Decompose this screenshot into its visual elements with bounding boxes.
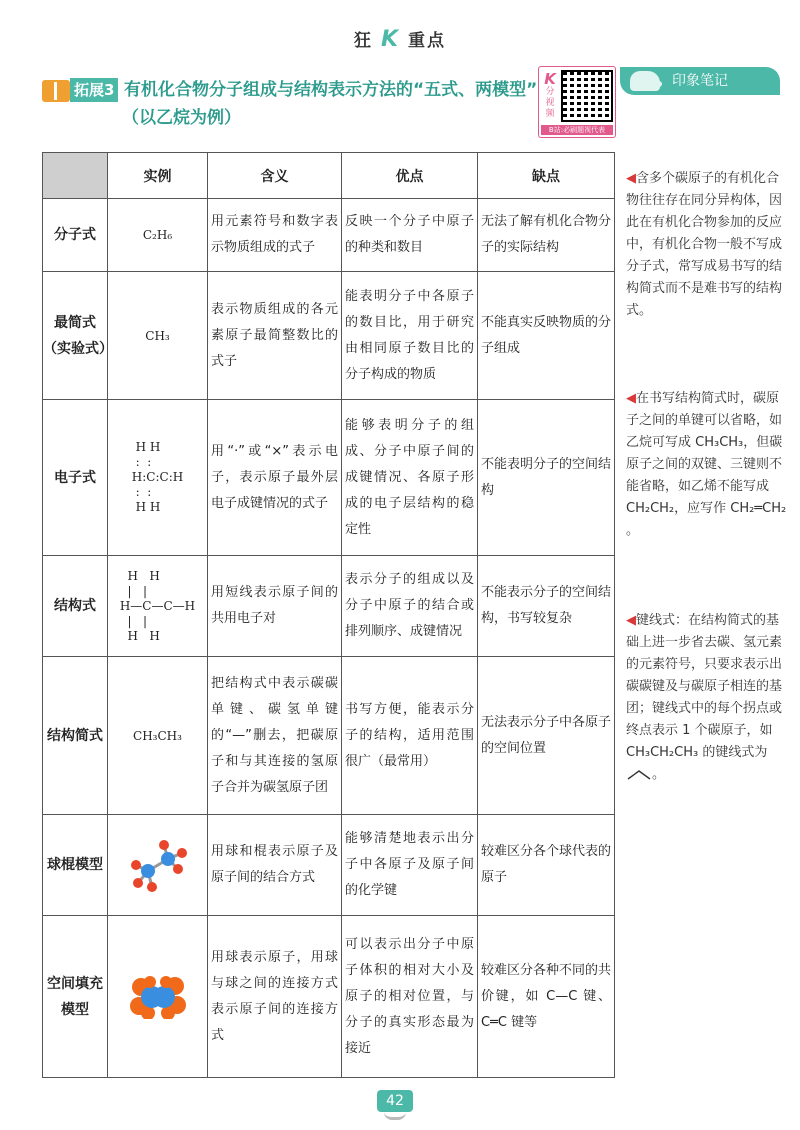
qr-code-icon[interactable] — [561, 70, 613, 122]
elephant-icon — [630, 71, 660, 91]
row-pros: 能够表明分子的组成、分子中原子间的成键情况、各原子形成的电子层结构的稳定性 — [342, 400, 478, 556]
row-meaning: 用元素符号和数字表示物质组成的式子 — [208, 199, 342, 272]
table-header-cons: 缺点 — [478, 153, 615, 199]
electron-formula: H H : : H:C:C:H : : H H — [131, 440, 184, 514]
row-meaning: 把结构式中表示碳碳单键、碳氢单键的“—”删去，把碳原子和与其连接的氢原子合并为碳氢原子团 — [208, 657, 342, 815]
page-header — [0, 26, 800, 52]
section-title: 有机化合物分子组成与结构表示方法的“五式、两模型” — [124, 80, 538, 100]
table-header-pros: 优点 — [342, 153, 478, 199]
k-video-chars: 分视频 — [545, 87, 555, 119]
page-ornament-icon — [384, 1112, 406, 1120]
notes-tab — [620, 67, 780, 95]
k-video-mark — [542, 71, 558, 120]
row-cons: 较难区分各个球代表的原子 — [478, 815, 615, 916]
arrow-icon: ◀ — [626, 391, 636, 406]
row-pros: 可以表示出分子中原子体积的相对大小及原子的相对位置，与分子的真实形态最为接近 — [342, 916, 478, 1078]
row-example-cell — [108, 400, 208, 556]
row-meaning: 用“·”或“×”表示电子，表示原子最外层电子成键情况的式子 — [208, 400, 342, 556]
row-pros: 能够清楚地表示出分子中各原子及原子间的化学键 — [342, 815, 478, 916]
row-cons: 不能表示分子的空间结构，书写较复杂 — [478, 556, 615, 657]
page-number: 42 — [377, 1090, 413, 1112]
k-video-box[interactable] — [538, 66, 616, 138]
ball-and-stick-model-icon — [126, 837, 190, 893]
row-example: CH₃CH₃ — [108, 657, 208, 815]
row-example-cell — [108, 916, 208, 1078]
row-name: 结构式 — [43, 556, 108, 657]
side-note-1 — [626, 168, 788, 322]
side-note-text: 在书写结构简式时，碳原子之间的单键可以省略，如乙烷可写成 CH₃CH₃，但碳原子之间的双键、三键则不能省略，如乙烯不能写成 CH₂CH₂，应写作 CH₂═CH₂ 。 — [626, 391, 787, 538]
table-header-meaning: 含义 — [208, 153, 342, 199]
row-cons: 无法了解有机化合物分子的实际结构 — [478, 199, 615, 272]
row-name — [43, 916, 108, 1078]
table-row — [43, 556, 615, 657]
side-note-2 — [626, 388, 788, 542]
row-meaning: 用球表示原子，用球与球之间的连接方式表示原子间的连接方式 — [208, 916, 342, 1078]
header-post: 重点 — [407, 31, 446, 51]
row-example-cell — [108, 815, 208, 916]
row-cons: 不能表明分子的空间结构 — [478, 400, 615, 556]
row-name — [43, 272, 113, 400]
row-name: 球棍模型 — [43, 815, 108, 916]
table-row — [43, 657, 615, 815]
row-name-line2: （实验式） — [43, 340, 113, 357]
arrow-icon: ◀ — [626, 171, 636, 186]
row-meaning: 用球和棍表示原子及原子间的结合方式 — [208, 815, 342, 916]
row-name: 结构简式 — [43, 657, 108, 815]
row-cons: 较难区分各种不同的共价键，如 C—C 键、C═C 键等 — [478, 916, 615, 1078]
row-pros: 能表明分子中各原子的数目比，用于研究由相同原子数目比的分子构成的物质 — [342, 272, 478, 400]
row-cons: 无法表示分子中各原子的空间位置 — [478, 657, 615, 815]
row-cons: 不能真实反映物质的分子组成 — [478, 272, 615, 400]
table-header-example: 实例 — [108, 153, 208, 199]
table-row — [43, 400, 615, 556]
book-icon — [42, 80, 70, 102]
table-row — [43, 272, 615, 400]
header-pre: 狂 — [354, 31, 374, 51]
propane-skeletal-icon — [626, 769, 652, 781]
k-video-footer: B站:必刷题视代表 — [541, 125, 613, 135]
row-meaning: 用短线表示原子间的共用电子对 — [208, 556, 342, 657]
row-example: C₂H₆ — [108, 199, 208, 272]
side-note-text: 键线式：在结构简式的基础上进一步省去碳、氢元素的元素符号，只要求表示出碳碳键及与碳原子相连的基团；键线式中的每个拐点或终点表示 1 个碳原子，如 CH₃CH₂CH₃ 的键线式为 — [626, 613, 783, 760]
side-note-3 — [626, 610, 788, 786]
row-pros: 表示分子的组成以及分子中原子的结合或排列顺序、成键情况 — [342, 556, 478, 657]
table-header-corner — [43, 153, 108, 199]
header-k-logo: K — [380, 27, 401, 52]
table-row — [43, 199, 615, 272]
space-filling-model-icon — [128, 975, 188, 1019]
row-name-line1: 最简式 — [54, 314, 96, 331]
table-header-row — [43, 153, 615, 199]
table-row — [43, 815, 615, 916]
arrow-icon: ◀ — [626, 613, 636, 628]
row-name-line2: 模型 — [61, 1001, 89, 1018]
row-example-cell — [108, 556, 208, 657]
row-meaning: 表示物质组成的各元素原子最简整数比的式子 — [208, 272, 342, 400]
section-subtitle: （以乙烷为例） — [122, 108, 241, 128]
row-name: 分子式 — [43, 199, 108, 272]
row-example: CH₃ — [108, 272, 208, 400]
notes-tab-label: 印象笔记 — [672, 73, 728, 89]
structural-formula: H H | | H—C—C—H | | H H — [119, 568, 196, 643]
side-note-suffix: 。 — [652, 767, 666, 782]
k-video-k: K — [544, 70, 556, 88]
section-tag: 拓展3 — [70, 78, 118, 102]
notation-table — [42, 152, 615, 1078]
row-pros: 书写方便，能表示分子的结构，适用范围很广（最常用） — [342, 657, 478, 815]
row-name: 电子式 — [43, 400, 108, 556]
table-row — [43, 916, 615, 1078]
row-name-line1: 空间填充 — [47, 975, 103, 992]
side-note-text: 含多个碳原子的有机化合物往往存在同分异构体，因此在有机化合物参加的反应中，有机化合物一般不写成分子式，常写成易书写的结构简式而不是难书写的结构式。 — [626, 171, 783, 318]
row-pros: 反映一个分子中原子的种类和数目 — [342, 199, 478, 272]
